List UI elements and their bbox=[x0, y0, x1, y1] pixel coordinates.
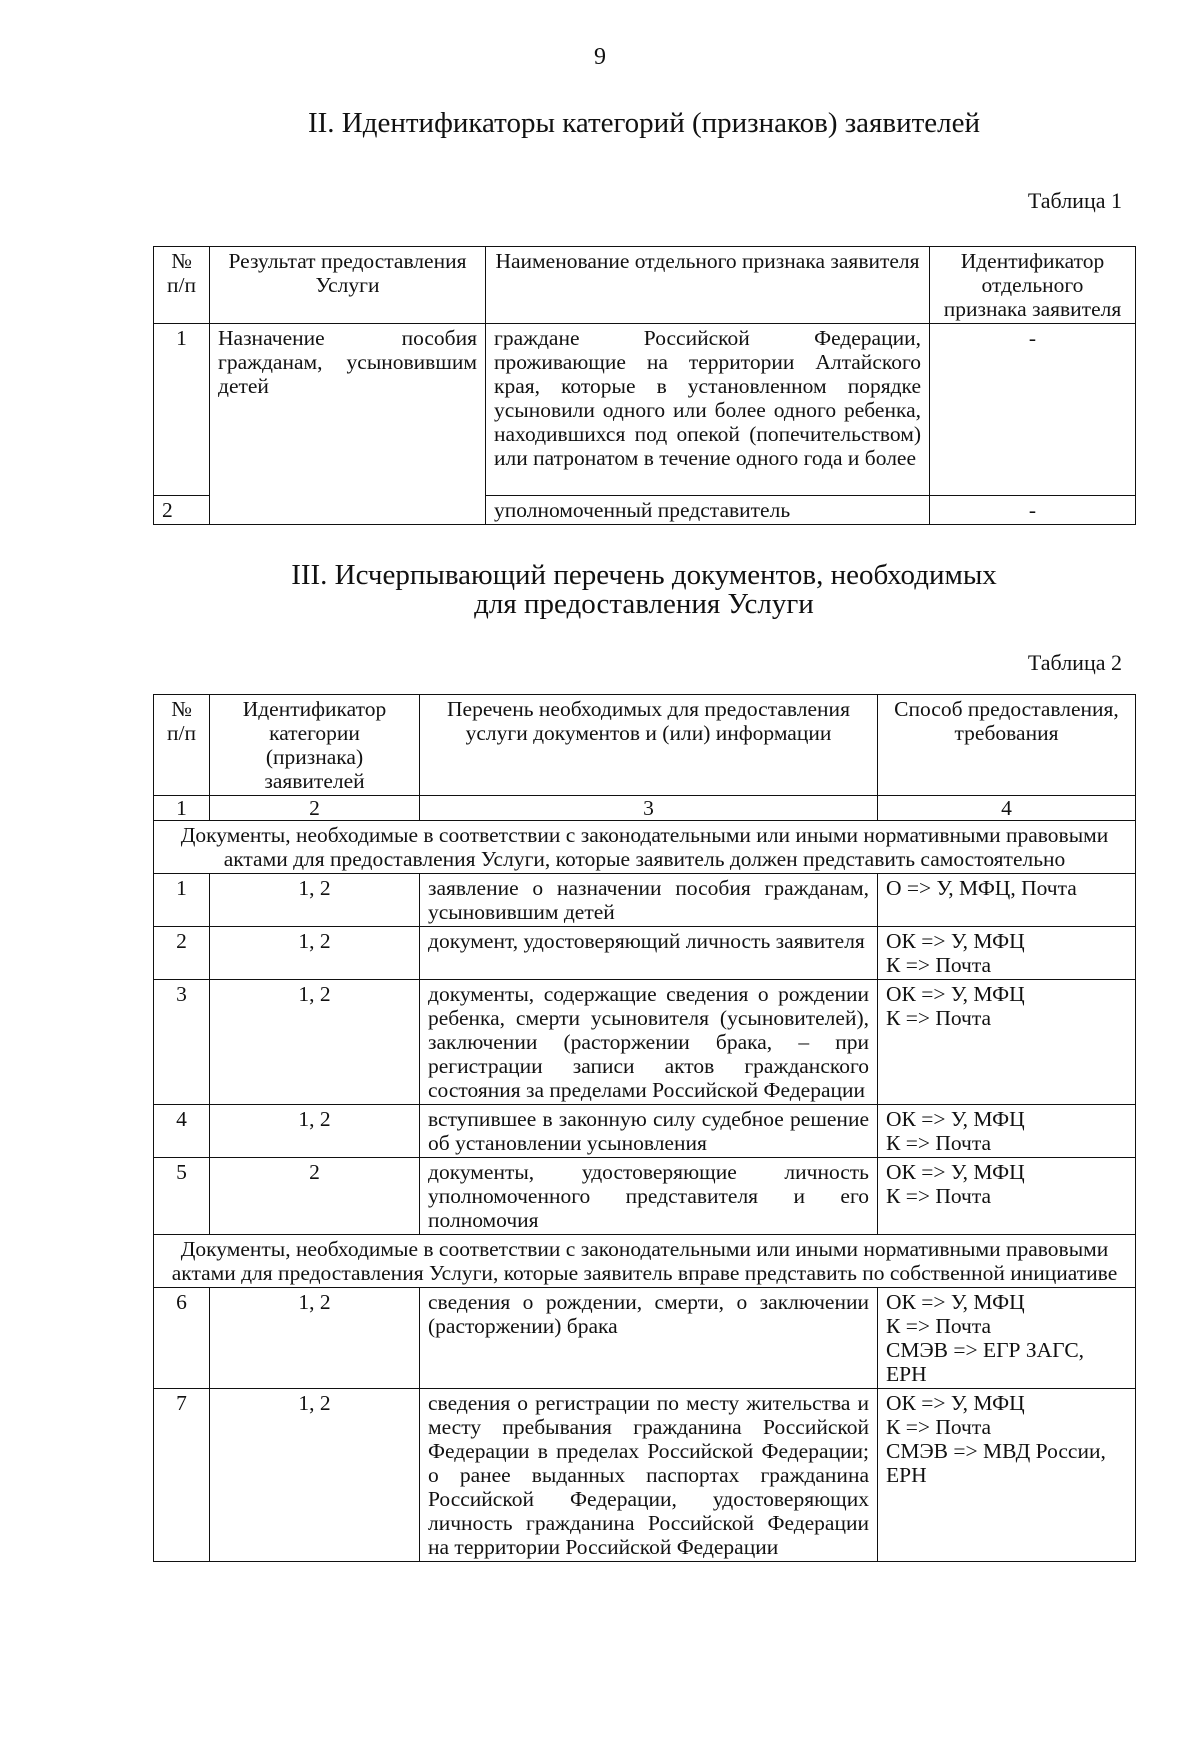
method-line: К => Почта bbox=[886, 1006, 992, 1030]
method-line: К => Почта bbox=[886, 953, 992, 977]
row-method bbox=[878, 1158, 1136, 1235]
row-num: 4 bbox=[154, 1105, 210, 1158]
row-document: вступившее в законную силу судебное решение об установлении усыновления bbox=[420, 1105, 878, 1158]
column-number: 1 bbox=[154, 796, 210, 821]
method-line: ОК => У, МФЦ bbox=[886, 1290, 1025, 1314]
table-row bbox=[154, 1288, 1136, 1389]
table-row bbox=[154, 1158, 1136, 1235]
header-feature-name: Наименование отдельного признака заявителя bbox=[486, 247, 930, 324]
row-ident: 1, 2 bbox=[210, 1105, 420, 1158]
group-heading-mandatory: Документы, необходимые в соответствии с законодательными или иными нормативными правовыми актами для предоставления Услуги, которые заявитель должен представить самостоятельно bbox=[154, 821, 1136, 874]
method-line: К => Почта bbox=[886, 1314, 992, 1338]
header-feature-id: Идентификатор отдельного признака заявителя bbox=[930, 247, 1136, 324]
row-num: 1 bbox=[154, 324, 210, 496]
row-num: 2 bbox=[154, 927, 210, 980]
table-row bbox=[154, 1389, 1136, 1562]
row-ident: 1, 2 bbox=[210, 1288, 420, 1389]
row-num: 7 bbox=[154, 1389, 210, 1562]
page-number: 9 bbox=[594, 44, 606, 70]
row-num: 1 bbox=[154, 874, 210, 927]
method-line: О => У, МФЦ, Почта bbox=[886, 876, 1077, 900]
header-num: № п/п bbox=[154, 247, 210, 324]
group-heading-optional: Документы, необходимые в соответствии с законодательными или иными нормативными правовыми актами для предоставления Услуги, которые заявитель вправе представить по собственной инициативе bbox=[154, 1235, 1136, 1288]
row-method bbox=[878, 927, 1136, 980]
row-document: документ, удостоверяющий личность заявителя bbox=[420, 927, 878, 980]
table-1-header-row bbox=[154, 247, 1136, 324]
row-ident: 1, 2 bbox=[210, 874, 420, 927]
method-line: ОК => У, МФЦ bbox=[886, 929, 1025, 953]
section-3-title-line-2: для предоставления Услуги bbox=[474, 588, 814, 620]
column-number: 4 bbox=[878, 796, 1136, 821]
row-num: 3 bbox=[154, 980, 210, 1105]
header-result: Результат предоставления Услуги bbox=[210, 247, 486, 324]
row-num: 6 bbox=[154, 1288, 210, 1389]
row-method bbox=[878, 874, 1136, 927]
section-2-title: II. Идентификаторы категорий (признаков) заявителей bbox=[307, 107, 981, 139]
row-feature-id: - bbox=[930, 324, 1136, 496]
table-row bbox=[154, 874, 1136, 927]
method-line: ОК => У, МФЦ bbox=[886, 1107, 1025, 1131]
row-result: Назначение пособия гражданам, усыновившим детей bbox=[210, 324, 486, 525]
row-document: документы, содержащие сведения о рождении ребенка, смерти усыновителя (усыновителей), заключении (расторжении брака, – при регистрации записи актов гражданского состояния за пределами Российской Федерации bbox=[420, 980, 878, 1105]
row-feature-id: - bbox=[930, 496, 1136, 525]
table-1-caption: Таблица 1 bbox=[1027, 188, 1122, 213]
row-method bbox=[878, 980, 1136, 1105]
row-method bbox=[878, 1105, 1136, 1158]
column-number-row bbox=[154, 796, 1136, 821]
table-row bbox=[154, 1105, 1136, 1158]
method-line: ОК => У, МФЦ bbox=[886, 982, 1025, 1006]
row-ident: 1, 2 bbox=[210, 1389, 420, 1562]
row-ident: 1, 2 bbox=[210, 980, 420, 1105]
row-num: 2 bbox=[154, 496, 210, 525]
group-row bbox=[154, 821, 1136, 874]
table-2 bbox=[153, 694, 1136, 1562]
header-method: Способ предоставления, требования bbox=[878, 695, 1136, 796]
row-feature-name: граждане Российской Федерации, проживающие на территории Алтайского края, которые в установленном порядке усыновили одного или более одного ребенка, находившихся под опекой (попечительством) или патронатом в течение одного года и более bbox=[486, 324, 930, 496]
method-line: ОК => У, МФЦ bbox=[886, 1391, 1025, 1415]
column-number: 3 bbox=[420, 796, 878, 821]
method-line: СМЭВ => ЕГР ЗАГС, ЕРН bbox=[886, 1338, 1085, 1386]
header-documents: Перечень необходимых для предоставления услуги документов и (или) информации bbox=[420, 695, 878, 796]
table-1 bbox=[153, 246, 1136, 525]
row-document: документы, удостоверяющие личность уполномоченного представителя и его полномочия bbox=[420, 1158, 878, 1235]
header-category-id: Идентификатор категории (признака) заявителей bbox=[210, 695, 420, 796]
row-ident: 2 bbox=[210, 1158, 420, 1235]
row-num: 5 bbox=[154, 1158, 210, 1235]
table-row bbox=[154, 324, 1136, 496]
row-method bbox=[878, 1389, 1136, 1562]
table-2-header-row bbox=[154, 695, 1136, 796]
method-line: СМЭВ => МВД России, ЕРН bbox=[886, 1439, 1106, 1487]
table-2-caption: Таблица 2 bbox=[1027, 650, 1122, 675]
group-row bbox=[154, 1235, 1136, 1288]
table-row bbox=[154, 927, 1136, 980]
row-document: заявление о назначении пособия гражданам, усыновившим детей bbox=[420, 874, 878, 927]
method-line: К => Почта bbox=[886, 1131, 992, 1155]
row-document: сведения о регистрации по месту жительства и месту пребывания гражданина Российской Федерации в пределах Российской Федерации; о ранее выданных паспортах гражданина Российской Федерации, удостоверяющих личность гражданина Российской Федерации на территории Российской Федерации bbox=[420, 1389, 878, 1562]
header-num: № п/п bbox=[154, 695, 210, 796]
row-method bbox=[878, 1288, 1136, 1389]
table-row bbox=[154, 980, 1136, 1105]
method-line: К => Почта bbox=[886, 1415, 992, 1439]
row-ident: 1, 2 bbox=[210, 927, 420, 980]
column-number: 2 bbox=[210, 796, 420, 821]
row-feature-name: уполномоченный представитель bbox=[486, 496, 930, 525]
row-document: сведения о рождении, смерти, о заключении (расторжении) брака bbox=[420, 1288, 878, 1389]
method-line: К => Почта bbox=[886, 1184, 992, 1208]
method-line: ОК => У, МФЦ bbox=[886, 1160, 1025, 1184]
section-3-title-line-1: III. Исчерпывающий перечень документов, необходимых bbox=[291, 559, 997, 591]
